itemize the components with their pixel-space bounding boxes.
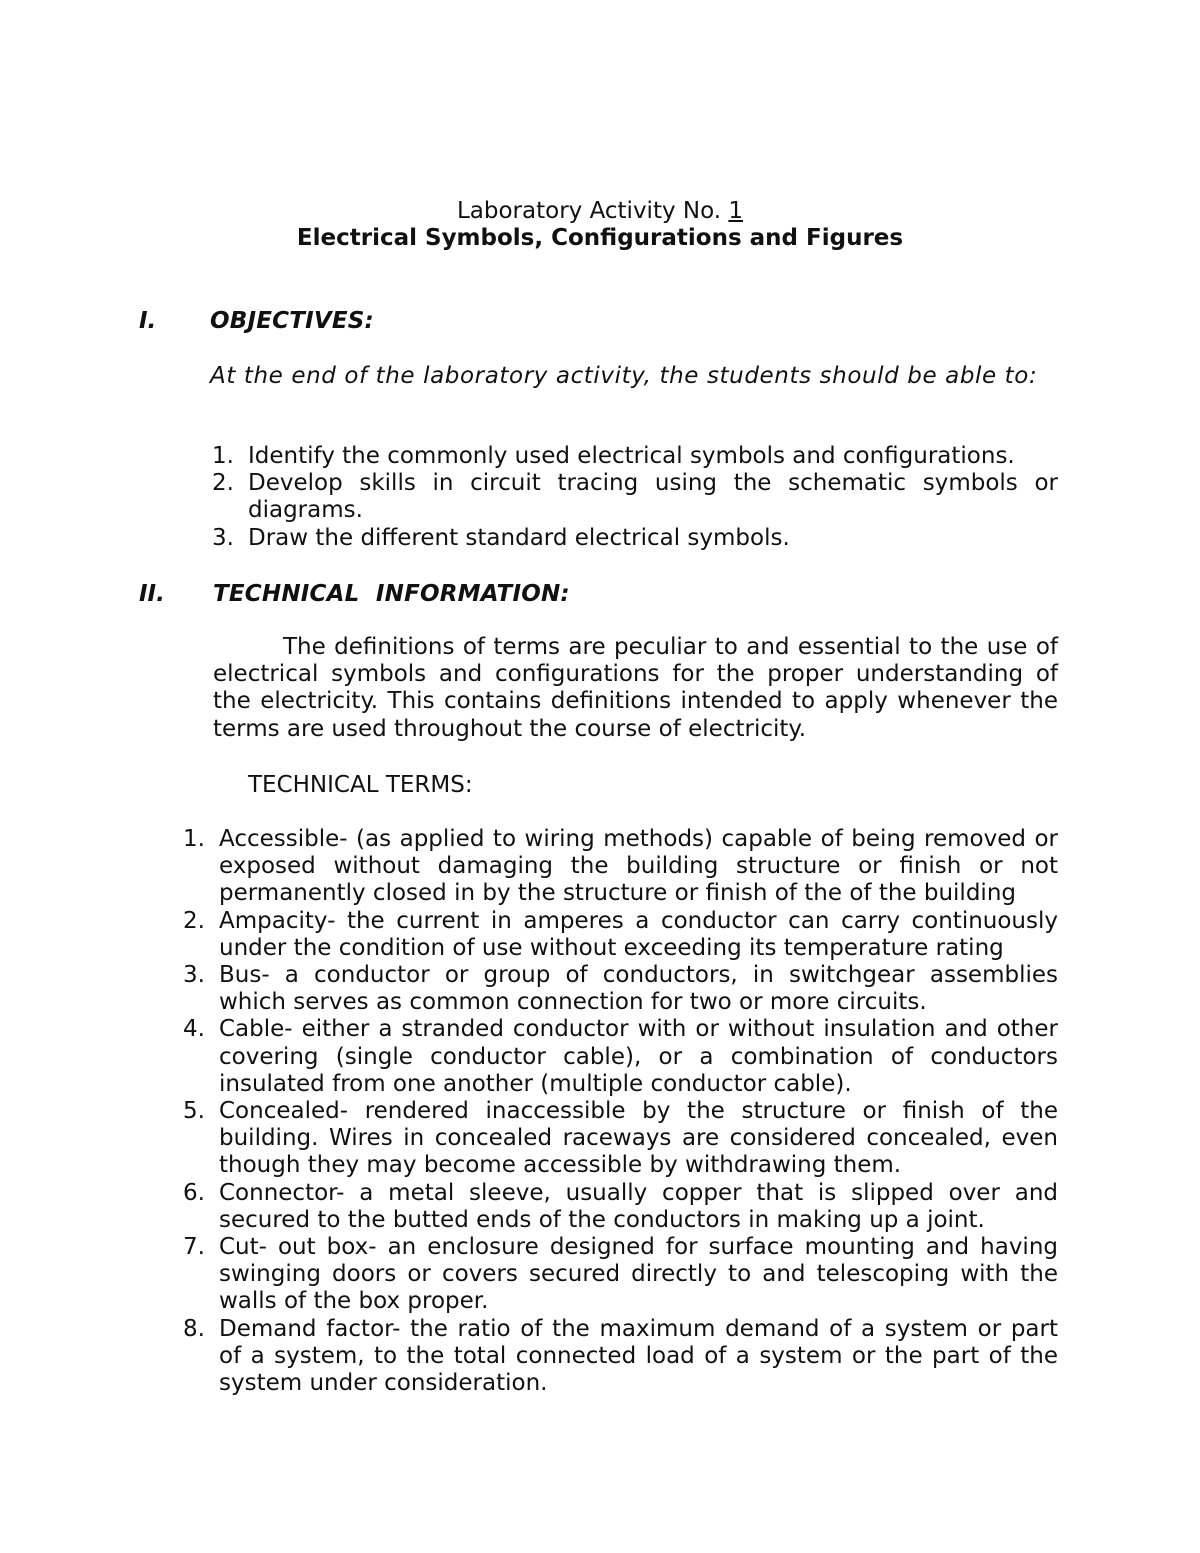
list-text: Concealed- rendered inaccessible by the structure or finish of the building. Wires in concealed raceways are considered concealed, even though they may become accessible by withdrawing them. [219, 1098, 1058, 1179]
list-text: Connector- a metal sleeve, usually copper that is slipped over and secured to the butted ends of the conductors in making up a joint. [219, 1179, 1058, 1233]
list-number: 2. [183, 907, 205, 934]
list-item [212, 470, 1058, 524]
list-number: 6. [183, 1179, 205, 1206]
list-item [183, 1016, 1058, 1098]
list-number: 3. [183, 962, 205, 989]
list-number: 8. [183, 1315, 205, 1342]
list-number: 4. [183, 1016, 205, 1043]
list-text: Draw the different standard electrical symbols. [248, 524, 790, 551]
activity-number: 1 [728, 198, 744, 224]
list-number: 3. [212, 524, 234, 551]
list-number: 1. [212, 443, 234, 469]
list-text: Accessible- (as applied to wiring methods) capable of being removed or exposed without damaging the building structure or finish or not permanently closed in by the structure or finish of the of the building [219, 826, 1058, 907]
list-item [183, 1234, 1058, 1316]
list-item [183, 907, 1058, 962]
section-numeral-technical: II. [139, 581, 165, 607]
technical-terms-heading: TECHNICAL TERMS: [248, 772, 473, 798]
page-subtitle: Electrical Symbols, Configurations and Figures [296, 225, 904, 251]
section-heading-technical: TECHNICAL INFORMATION: [213, 581, 570, 607]
page-title [0, 197, 1200, 225]
section-numeral-objectives: I. [139, 308, 157, 334]
objectives-list [212, 443, 1058, 552]
section-heading-objectives: OBJECTIVES: [210, 308, 374, 334]
list-number: 1. [183, 826, 205, 852]
list-text: Bus- a conductor or group of conductors, in switchgear assemblies which serves as common connection for two or more circuits. [219, 962, 1058, 1016]
list-text: Develop skills in circuit tracing using the schematic symbols or diagrams. [248, 470, 1058, 524]
list-number: 2. [212, 470, 234, 497]
title-prefix: Laboratory Activity No. [456, 198, 729, 224]
list-item [183, 1315, 1058, 1398]
list-item [183, 1098, 1058, 1180]
list-number: 5. [183, 1098, 205, 1125]
list-item [212, 443, 1058, 470]
list-text: Cable- either a stranded conductor with or without insulation and other covering (single conductor cable), or a combination of conductors insulated from one another (multiple conductor cable). [219, 1016, 1058, 1097]
list-number: 7. [183, 1234, 205, 1261]
list-item [183, 962, 1058, 1016]
list-item [212, 524, 1058, 552]
list-text: Demand factor- the ratio of the maximum demand of a system or part of a system, to the total connected load of a system or the part of the system under consideration. [219, 1315, 1058, 1397]
list-text: Cut- out box- an enclosure designed for surface mounting and having swinging doors or covers secured directly to and telescoping with the walls of the box proper. [219, 1234, 1058, 1315]
technical-paragraph: The definitions of terms are peculiar to and essential to the use of electrical symbols and configurations for the proper understanding of the electricity. This contains definitions intended to apply whenever the terms are used throughout the course of electricity. [213, 634, 1058, 742]
technical-terms-list [183, 826, 1058, 1397]
list-text: Identify the commonly used electrical symbols and configurations. [248, 443, 1015, 469]
list-item [183, 826, 1058, 908]
list-item [183, 1179, 1058, 1234]
list-text: Ampacity- the current in amperes a conductor can carry continuously under the condition of use without exceeding its temperature rating [219, 907, 1058, 961]
objectives-intro: At the end of the laboratory activity, the students should be able to: [210, 363, 1038, 389]
